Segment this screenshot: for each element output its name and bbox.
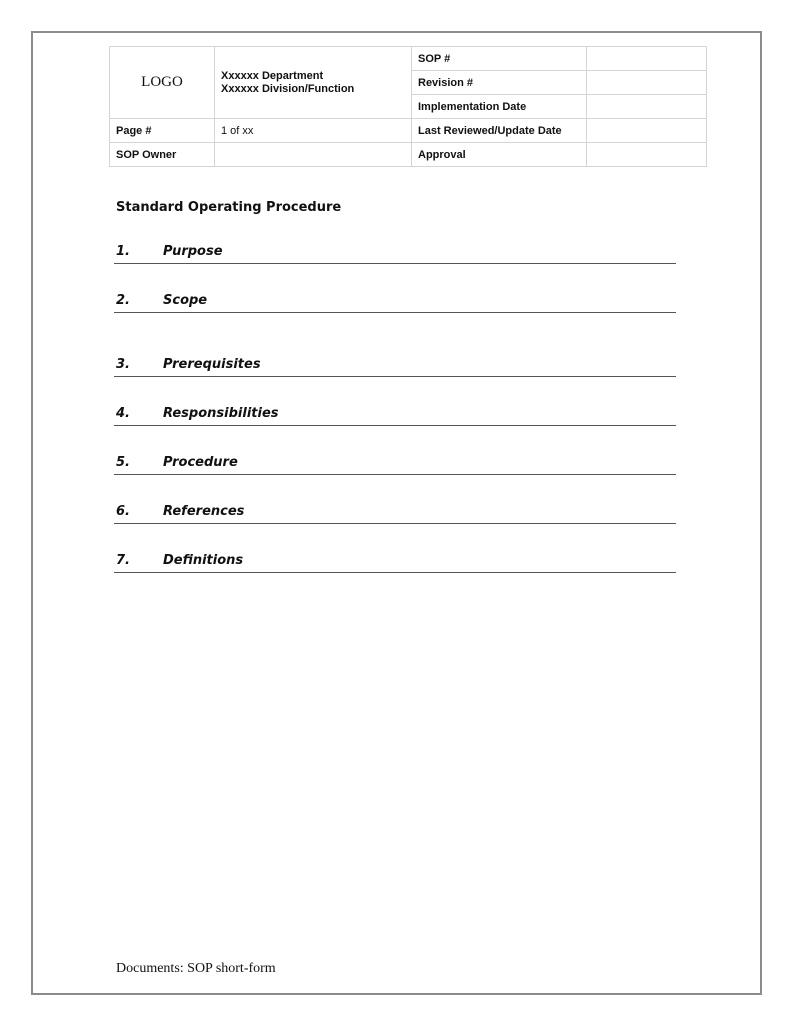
section-number: 3. (116, 357, 130, 372)
header-row-page (110, 119, 707, 143)
logo-placeholder: LOGO (110, 47, 215, 119)
department-cell (215, 47, 412, 119)
approval-label: Approval (412, 143, 587, 167)
header-row-sop-number (110, 47, 707, 71)
implementation-date-value[interactable] (587, 95, 707, 119)
section-label: Responsibilities (163, 406, 279, 421)
document-title: Standard Operating Procedure (116, 200, 342, 215)
page-label: Page # (110, 119, 215, 143)
section-label: Purpose (163, 244, 223, 259)
section-scope (114, 293, 676, 313)
section-number: 7. (116, 553, 130, 568)
header-row-owner (110, 143, 707, 167)
sop-header-table (109, 46, 707, 167)
section-number: 2. (116, 293, 130, 308)
approval-value[interactable] (587, 143, 707, 167)
sop-owner-value[interactable] (215, 143, 412, 167)
section-procedure (114, 455, 676, 475)
section-prerequisites (114, 357, 676, 377)
sop-number-value[interactable] (587, 47, 707, 71)
last-reviewed-value[interactable] (587, 119, 707, 143)
section-responsibilities (114, 406, 676, 426)
section-label: Procedure (163, 455, 238, 470)
sop-number-label: SOP # (412, 47, 587, 71)
implementation-date-label: Implementation Date (412, 95, 587, 119)
section-references (114, 504, 676, 524)
sop-owner-label: SOP Owner (110, 143, 215, 167)
last-reviewed-label: Last Reviewed/Update Date (412, 119, 587, 143)
document-page (31, 31, 762, 995)
section-number: 1. (116, 244, 130, 259)
department-name: Xxxxxx Department (221, 69, 324, 82)
section-label: References (163, 504, 245, 519)
section-number: 6. (116, 504, 130, 519)
section-purpose (114, 244, 676, 264)
division-name: Xxxxxx Division/Function (221, 82, 355, 95)
page-value: 1 of xx (215, 119, 412, 143)
section-definitions (114, 553, 676, 573)
revision-label: Revision # (412, 71, 587, 95)
document-footer: Documents: SOP short-form (116, 961, 276, 976)
section-label: Definitions (163, 553, 244, 568)
section-label: Prerequisites (163, 357, 261, 372)
section-number: 5. (116, 455, 130, 470)
section-label: Scope (163, 293, 208, 308)
revision-value[interactable] (587, 71, 707, 95)
section-number: 4. (116, 406, 130, 421)
